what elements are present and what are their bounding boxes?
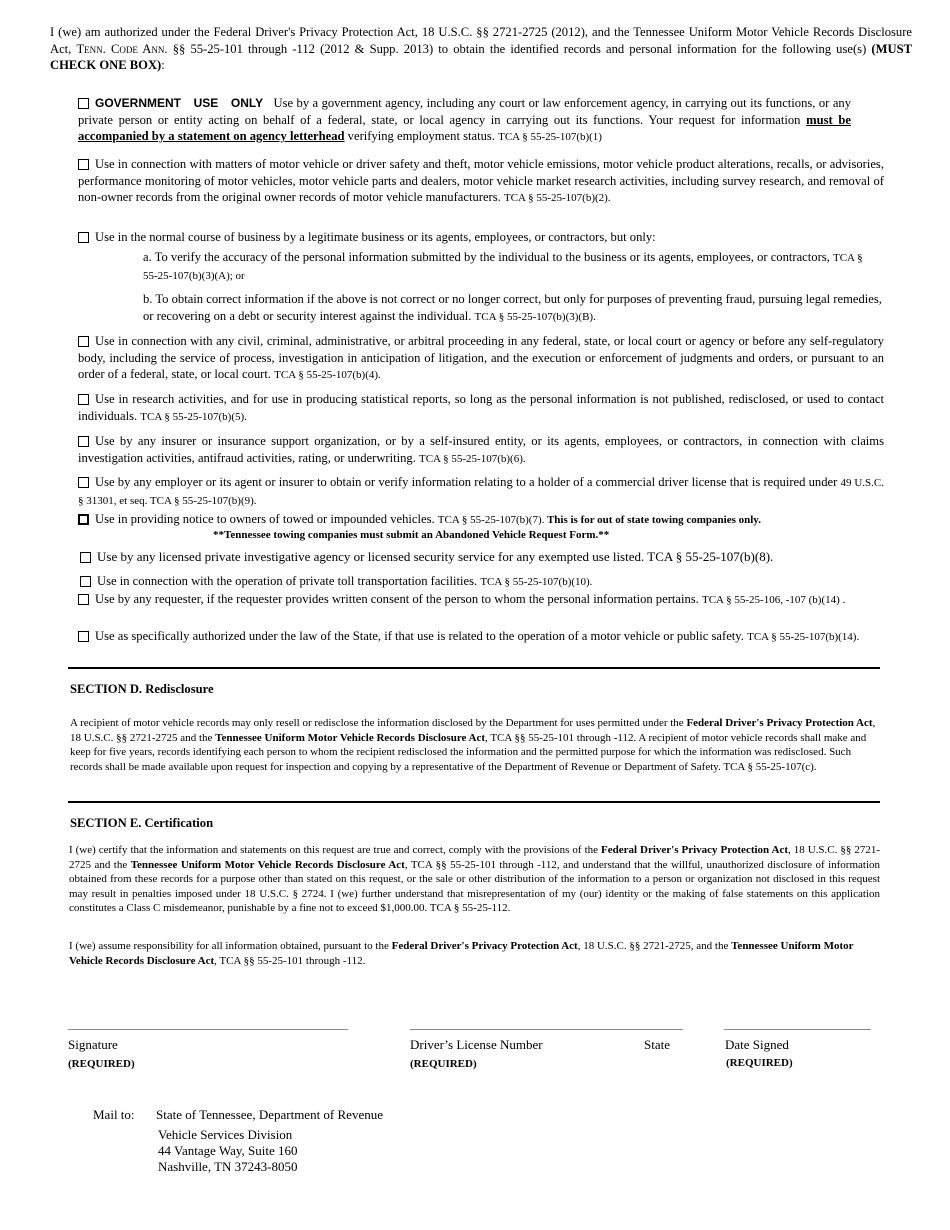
license-number-required: (REQUIRED): [410, 1058, 477, 1070]
section-e-heading: SECTION E. Certification: [70, 816, 214, 830]
section-e-paragraph-2: [69, 939, 880, 968]
government-text-1: Use by a government agency, including any court or law enforcement agency, in carrying out its functions, or any private person or entity acting on behalf of a federal, state, or local agency in carrying out its functions. Your request for information: [78, 96, 852, 127]
section-e-p2-act-2: Tennessee Uniform Motor Vehicle Records Disclosure Act: [69, 940, 854, 967]
towing-text: Use in providing notice to owners of towed or impounded vehicles.: [95, 512, 438, 526]
checkbox-towing[interactable]: [78, 514, 89, 525]
government-label: GOVERNMENT USE ONLY: [95, 96, 264, 110]
section-d-text-3: , TCA §§ 55-25-101 through -112. A recipient of motor vehicle records shall make and keep for five years, records identifying each person to whom the recipient redisclosed the information and the permitted purpose for which the information was redisclosed. Such records shall be made available upon request for inspection and copying by a representative of the Department of Revenue or Department of Safety. TCA § 55-25-107(c).: [70, 731, 867, 773]
checkbox-private-investigator[interactable]: [80, 552, 91, 563]
section-d-act-1: Federal Driver's Privacy Protection Act: [686, 717, 873, 729]
mail-address-line-4: Nashville, TN 37243-8050: [158, 1159, 298, 1174]
toll-text: Use in connection with the operation of private toll transportation facilities.: [97, 574, 481, 588]
insurer-tca: TCA § 55-25-107(b)(6).: [419, 452, 526, 465]
checkbox-toll[interactable]: [80, 576, 91, 587]
section-d-text-1: A recipient of motor vehicle records may only resell or redisclose the information disclosed by the Department for uses permitted under the: [70, 717, 687, 729]
date-signed-line[interactable]: [724, 1029, 871, 1030]
cdl-text: Use by any employer or its agent or insurer to obtain or verify information relating to a holder of a commercial driver license that is required under: [95, 475, 841, 489]
use-insurer: [78, 433, 884, 467]
use-research: [78, 391, 884, 425]
mail-address-line-3: 44 Vantage Way, Suite 160: [158, 1143, 298, 1158]
use-business-b: [143, 291, 883, 325]
use-state-law: [78, 628, 884, 646]
business-a-tca: TCA § 55-25-107(b)(3)(A); or: [143, 252, 863, 282]
safety-text: Use in connection with matters of motor vehicle or driver safety and theft, motor vehicle emissions, motor vehicle product alterations, recalls, or advisories, performance monitoring of motor vehicles, motor vehicle parts and dealers, motor vehicle market research activities, including survey research, and removal of non-owner records from the original owner records of motor vehicle manufacturers.: [78, 157, 884, 205]
checkbox-insurer[interactable]: [78, 436, 89, 447]
checkbox-government[interactable]: [78, 98, 89, 109]
section-d-act-2: Tennessee Uniform Motor Vehicle Records Disclosure Act: [215, 731, 486, 744]
legal-text: Use in connection with any civil, criminal, administrative, or arbitral proceeding in any federal, state, or local court or agency or before any self-regulatory body, including the service of process, investigation in anticipation of litigation, and the execution or enforcement of judgments and orders, or pursuant to an order of a federal, state, or local court.: [78, 334, 884, 382]
use-government: [78, 95, 851, 146]
private-investigator-text: Use by any licensed private investigative agency or licensed security service for any exempted use listed. TCA § 55-25-107(b)(8).: [97, 549, 774, 564]
intro-text-3: :: [161, 58, 165, 73]
section-d-paragraph: [70, 716, 878, 774]
use-consent: [78, 591, 884, 609]
checkbox-safety[interactable]: [78, 159, 89, 170]
checkbox-state-law[interactable]: [78, 631, 89, 642]
cdl-ref: 49 U.S.C. § 31301, et seq.: [78, 477, 884, 507]
checkbox-legal[interactable]: [78, 336, 89, 347]
section-e-p1-act-2: Tennessee Uniform Motor Vehicle Records Disclosure Act: [130, 858, 405, 871]
business-a-text: a. To verify the accuracy of the personal information submitted by the individual to the business or its agents, employees, or contractors,: [143, 250, 833, 264]
section-e-p1-text-3: , TCA §§ 55-25-101 through -112, and understand that the willful, unauthorized disclosure of information obtained from these records for a purpose other than stated on this request, or the sale or other distribution of the information to a person or organization not disclosed in this request may result in penalties imposed under 18 U.S.C. § 2724. I (we) further understand that misrepresentation of my (our) identity or the making of false statements on this application constitutes a Class C misdemeanor, punishable by a fine not to exceed $1,000.00. TCA § 55-25-112.: [69, 858, 880, 915]
use-private-investigator: [80, 549, 886, 566]
use-towing: [78, 511, 884, 529]
research-text: Use in research activities, and for use in producing statistical reports, so long as the personal information is not published, redisclosed, or used to contact individuals.: [78, 392, 884, 423]
section-e-p2-text-1: I (we) assume responsibility for all information obtained, pursuant to the: [69, 940, 392, 952]
state-label: State: [644, 1037, 670, 1052]
insurer-text: Use by any insurer or insurance support organization, or by a self-insured entity, or its agents, employees, or contractors, in connection with claims investigation activities, antifraud activities, rating, or underwriting.: [78, 434, 884, 465]
business-text: Use in the normal course of business by a legitimate business or its agents, employees, or contractors, but only:: [95, 230, 656, 244]
checkbox-business[interactable]: [78, 232, 89, 243]
license-number-label: Driver’s License Number: [410, 1037, 543, 1052]
date-signed-required: (REQUIRED): [726, 1057, 793, 1069]
intro-paragraph: [50, 24, 912, 74]
divider-section-d: [68, 667, 880, 669]
mail-address-line-2: Vehicle Services Division: [158, 1127, 293, 1142]
section-e-p2-act-1: Federal Driver's Privacy Protection Act: [391, 940, 578, 952]
legal-tca: TCA § 55-25-107(b)(4).: [274, 369, 381, 382]
cdl-tca: TCA § 55-25-107(b)(9).: [147, 494, 257, 507]
consent-tca: TCA § 55-25-106, -107 (b)(14) .: [701, 594, 846, 606]
section-e-p2-text-3: , TCA §§ 55-25-101 through -112.: [214, 954, 366, 967]
section-e-p1-text-1: I (we) certify that the information and statements on this request are true and correct, comply with the provisions of the: [69, 844, 601, 856]
section-d-heading: SECTION D. Redisclosure: [70, 682, 214, 696]
section-e-paragraph-1: [69, 843, 880, 916]
towing-tca: TCA § 55-25-107(b)(7).: [437, 514, 545, 526]
mail-address-line-1: State of Tennessee, Department of Revenue: [156, 1107, 383, 1122]
use-cdl: [78, 474, 884, 509]
use-toll: [80, 573, 886, 591]
mail-address: [156, 1107, 383, 1175]
checkbox-cdl[interactable]: [78, 477, 89, 488]
business-b-text: b. To obtain correct information if the above is not correct or no longer correct, but only for purposes of preventing fraud, pursuing legal remedies, or recovering on a debt or security interest against the individual.: [143, 292, 882, 323]
checkbox-consent[interactable]: [78, 594, 89, 605]
section-e-p2-text-2: , 18 U.S.C. §§ 2721-2725, and the: [577, 940, 732, 952]
use-legal: [78, 333, 884, 384]
government-text-2: verifying employment status.: [344, 129, 499, 144]
signature-line[interactable]: [68, 1029, 348, 1030]
use-safety: [78, 156, 884, 207]
towing-out-of-state-note: This is for out of state towing companies only.: [544, 514, 761, 526]
state-law-text: Use as specifically authorized under the law of the State, if that use is related to the operation of a motor vehicle or public safety.: [95, 629, 748, 643]
intro-must-check: (MUST CHECK ONE BOX): [50, 41, 912, 73]
mail-label: Mail to:: [93, 1107, 135, 1122]
government-letterhead-note: must be accompanied by a statement on agency letterhead: [78, 112, 851, 144]
intro-tenn-code: Tenn. Code Ann.: [76, 41, 168, 56]
intro-text-1: I (we) am authorized under the Federal Driver's Privacy Protection Act, 18 U.S.C. §§ 2721-2725 (2012), and the Tennessee Uniform Motor Vehicle Records Disclosure Act,: [50, 25, 912, 56]
state-law-tca: TCA § 55-25-107(b)(14).: [747, 631, 860, 643]
government-tca: TCA § 55-25-107(b)(1): [498, 131, 602, 144]
signature-required: (REQUIRED): [68, 1058, 135, 1070]
safety-tca: TCA § 55-25-107(b)(2).: [503, 192, 611, 205]
research-tca: TCA § 55-25-107(b)(5).: [140, 410, 247, 423]
intro-text-2: §§ 55-25-101 through -112 (2012 & Supp. 2013) to obtain the identified records and personal information for the following use(s): [167, 41, 872, 56]
section-d-text-2: , 18 U.S.C. §§ 2721-2725 and the: [70, 717, 876, 744]
use-business: [78, 229, 884, 246]
signature-label: Signature: [68, 1037, 118, 1052]
use-business-a: [143, 249, 863, 284]
divider-section-e: [68, 801, 880, 803]
consent-text: Use by any requester, if the requester provides written consent of the person to whom the personal information pertains.: [95, 592, 702, 606]
section-e-p1-act-1: Federal Driver's Privacy Protection Act: [601, 844, 789, 856]
toll-tca: TCA § 55-25-107(b)(10).: [480, 576, 593, 588]
towing-tennessee-note: **Tennessee towing companies must submit an Abandoned Vehicle Request Form.**: [213, 529, 610, 541]
license-number-line[interactable]: [410, 1029, 683, 1030]
section-e-p1-text-2: , 18 U.S.C. §§ 2721-2725 and the: [69, 844, 881, 871]
business-b-tca: TCA § 55-25-107(b)(3)(B).: [474, 310, 596, 323]
date-signed-label: Date Signed: [725, 1037, 789, 1052]
checkbox-research[interactable]: [78, 394, 89, 405]
